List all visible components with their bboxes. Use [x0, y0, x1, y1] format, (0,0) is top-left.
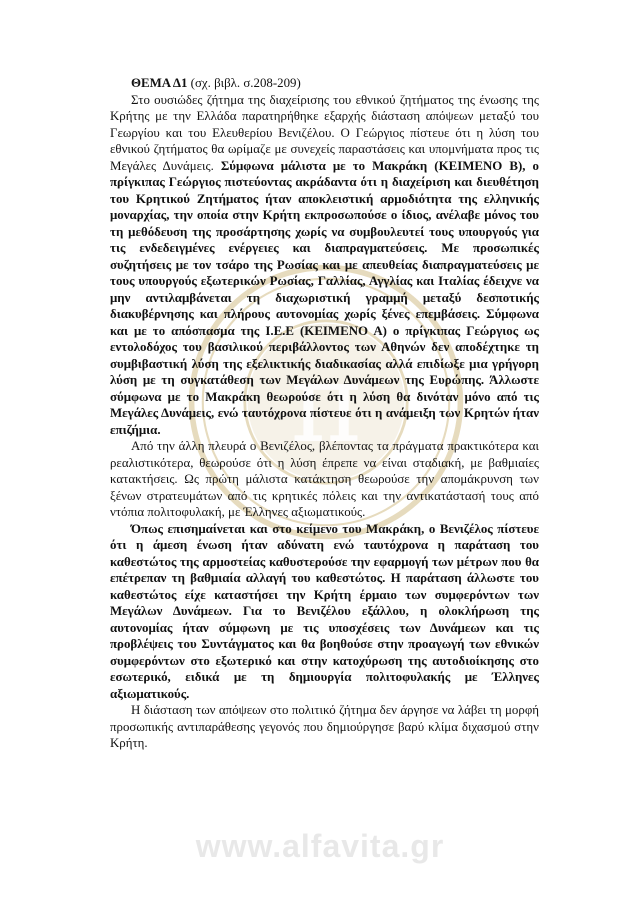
title-reference: (σχ. βιβλ. σ.208-209) — [187, 76, 301, 90]
paragraph — [110, 702, 539, 752]
watermark-url: www.alfavita.gr — [195, 828, 445, 864]
text-run: Από την άλλη πλευρά ο Βενιζέλος, βλέποντας τα πράγματα πρακτικότερα και ρεαλιστικότερα, θεωρούσε ότι η λύση έπρεπε να είναι σταδιακή, με βαθμιαίες κατακτήσεις. Ως πρώτη μάλιστα κατάκτηση θεωρούσε την απομάκρυνση των ξένων στρατευμάτων από τις κρητικές πόλεις και την αντικατάστασή τους από ντόπια πολιτοφυλακή, με Έλληνες αξιωματικούς. — [110, 439, 539, 519]
text-run: Η διάσταση των απόψεων στο πολιτικό ζήτημα δεν άργησε να λάβει τη μορφή προσωπικής αντιπαράθεσης γεγονός που δημιούργησε βαρύ κλίμα διχασμού στην Κρήτη. — [110, 703, 539, 750]
document-title — [110, 75, 539, 92]
document-body — [110, 75, 539, 752]
svg-text:π: π — [290, 340, 362, 468]
bold-text-run: Όπως επισημαίνεται και στο κείμενο του Μακράκη, ο Βενιζέλος πίστευε ότι η άμεση ένωση ήταν αδύνατη ενώ ταυτόχρονα η παράταση του καθεστώτος της αρμοστείας καθυστερούσε την εφαρμογή των μέτρων που θα επέτρεπαν τη βαθμιαία αλλαγή του καθεστώτος. Η παράταση άλλωστε του καθεστώτος είχε καταστήσει την Κρήτη έρμαιο των συμφερόντων των Μεγάλων Δυνάμεων. Για το Βενιζέλου εξάλλου, η ολοκλήρωση της αυτονομίας ήταν σύμφωνη με τις υποσχέσεις των Δυνάμεων και τις προβλέψεις του Συντάγματος και θα βοηθούσε στην προαγωγή των εθνικών συμφερόντων στο εξωτερικό και στην κατοχύρωση της αυτοδιοίκησης στο εσωτερικό, ειδικά με τη δημιουργία πολιτοφυλακής με Έλληνες αξιωματικούς. — [110, 521, 539, 701]
paragraph — [110, 521, 539, 703]
bold-text-run: Σύμφωνα μάλιστα με το Μακράκη (ΚΕΙΜΕΝΟ Β), ο πρίγκιπας Γεώργιος πιστεύοντας ακράδαντα ότι η διαχείριση και διευθέτηση του Κρητικού Ζητήματος ήταν αποκλειστική αρμοδιότητα της ελληνικής μοναρχίας, την οποία στην Κρήτη εκπροσωπούσε ο ίδιος, ανέλαβε μόνος του τη μεθόδευση της προσάρτησης χωρίς να συμβουλευτεί τους υπουργούς για τις ενδεδειγμένες ενέργειες και διαπραγματεύσεις. Με προσωπικές συζητήσεις με τον τσάρο της Ρωσίας και με απευθείας διαπραγματεύσεις με τους υπουργούς εξωτερικών Ρωσίας, Γαλλίας, Αγγλίας και Ιταλίας έδειχνε να μην αντιλαμβάνεται τη διαχωριστική γραμμή μεταξύ δεσποτικής διακυβέρνησης και πλήρους αυτονομίας χωρίς ξένες επεμβάσεις. Σύμφωνα και με το απόσπασμα της Ι.Ε.Ε (ΚΕΙΜΕΝΟ Α) ο πρίγκιπας Γεώργιος ως εντολοδόχος του βασιλικού περιβάλλοντος των Αθηνών δεν αποδέχτηκε τη συμβιβαστική λύση της εξελικτικής διαδικασίας αλλά επιδίωξε μια γρήγορη λύση με τη συγκατάθεση των Μεγάλων Δυνάμεων της Ευρώπης. Άλλωστε σύμφωνα με το Μακράκη θεωρούσε ότι η λύση θα δινόταν μόνο από τις Μεγάλες Δυνάμεις, ενώ ταυτόχρονα πίστευε ότι η ανάμειξη των Κρητών ήταν επιζήμια. — [110, 158, 539, 437]
text-run: Στο ουσιώδες ζήτημα της διαχείρισης του εθνικού ζητήματος της ένωσης της Κρήτης με την Ελλάδα παρατηρήθηκε εξαρχής διάσταση απόψεων μεταξύ του Γεωργίου και του Ελευθερίου Βενιζέλου. Ο Γεώργιος πίστευε ότι η λύση του εθνικού ζητήματος θα ωρίμαζε με συνεχείς παραστάσεις και υπομνήματα προς τις Μεγάλες Δυνάμεις. — [110, 92, 539, 173]
paragraph — [110, 438, 539, 521]
title-heading: ΘΕΜΑ Δ1 — [131, 76, 188, 90]
paragraph — [110, 92, 539, 439]
